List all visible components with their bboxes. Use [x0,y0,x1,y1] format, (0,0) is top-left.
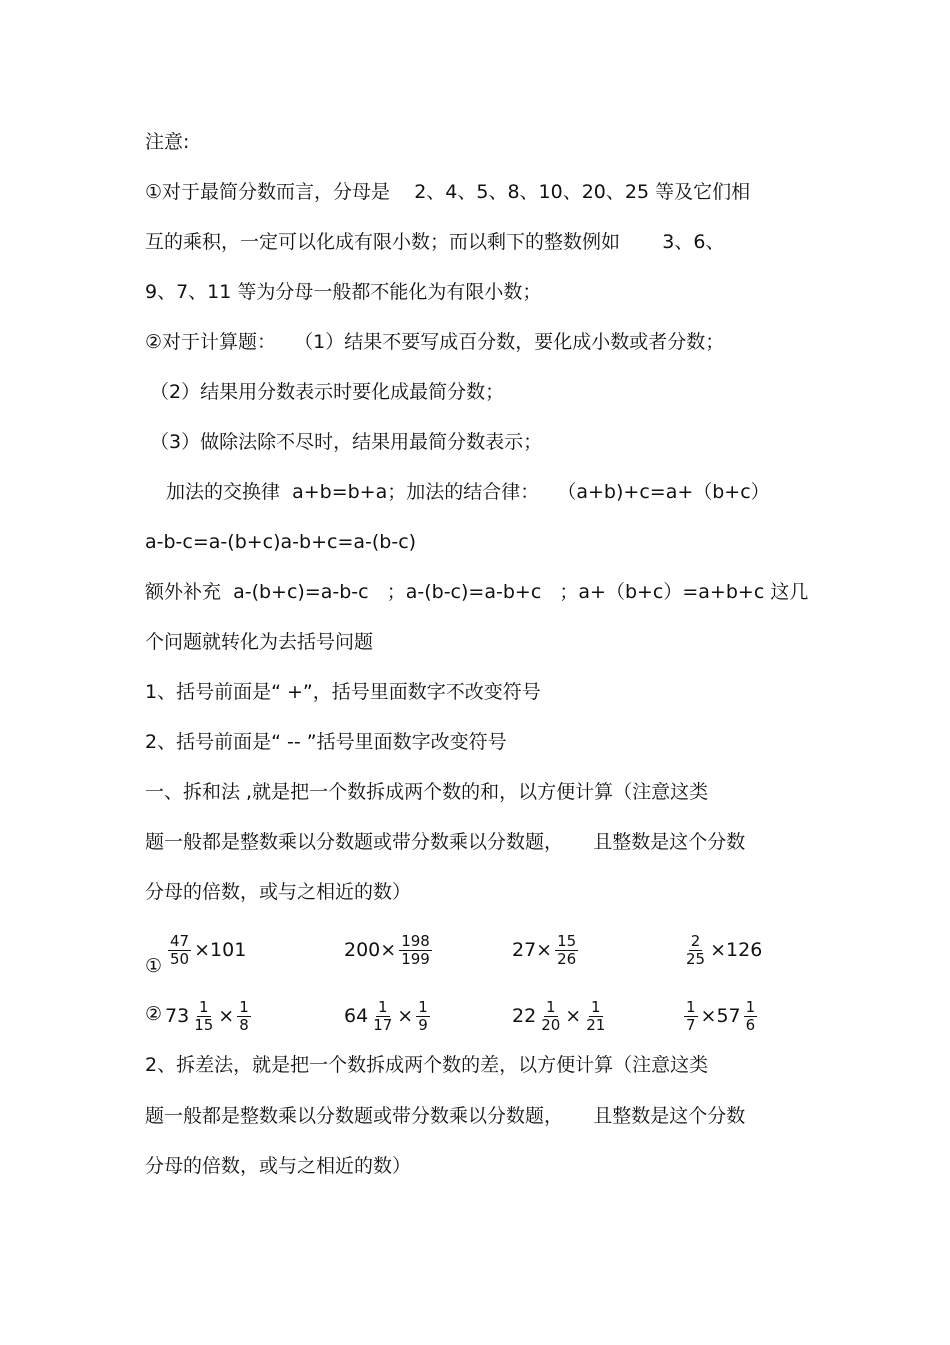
fraction: $\frac{15}{26}$ [557,931,577,968]
exercise-1d: $\frac{2}{25}$ ×126 [686,931,763,968]
fraction: $\frac{1}{6}$ [745,997,756,1034]
addition-laws: 加法的交换律 a+b=b+a；加法的结合律： （a+b)+c=a+（b+c） [166,481,770,503]
note-2-line-1: ②对于计算题： （1）结果不要写成百分数，要化成小数或者分数； [145,331,725,353]
fraction: $\frac{198}{199}$ [401,931,430,968]
exercise-1c: 27× $\frac{15}{26}$ [512,931,577,968]
fraction: $\frac{1}{15}$ [194,997,214,1034]
subtraction-rules: a-b-c=a-(b+c)a-b+c=a-(b-c) [145,531,417,553]
note-1-line-3: 9、7、11 等为分母一般都不能化为有限小数； [145,281,542,303]
split-diff-line-1: 2、拆差法，就是把一个数拆成两个数的差，以方便计算（注意这类 [145,1054,709,1076]
exercise-row-1 [145,925,805,975]
fraction: $\frac{2}{25}$ [686,931,706,968]
exercise-2c: 22 $\frac{1}{20}$ × $\frac{1}{21}$ [512,997,606,1034]
bracket-rule-2: 2、括号前面是“ -- ”括号里面数字改变符号 [145,731,507,753]
row-1-marker: ① [145,955,163,977]
split-diff-line-2: 题一般都是整数乘以分数题或带分数乘以分数题， 且整数是这个分数 [145,1105,746,1127]
exercise-1b: 200× $\frac{198}{199}$ [344,931,430,968]
exercise-2d: $\frac{1}{7}$ ×57 $\frac{1}{6}$ [686,997,756,1034]
note-heading: 注意: [145,131,190,153]
exercise-2b: 64 $\frac{1}{17}$ × $\frac{1}{9}$ [344,997,428,1034]
row-2-marker: ② [145,1003,163,1025]
exercise-row-2 [145,991,805,1041]
exercise-1a: $\frac{47}{50}$ ×101 [170,931,247,968]
fraction: $\frac{1}{7}$ [686,997,696,1034]
note-1-line-1: ①对于最简分数而言，分母是 2、4、5、8、10、20、25 等及它们相 [145,181,751,203]
split-sum-line-1: 一、拆和法 ,就是把一个数拆成两个数的和，以方便计算（注意这类 [145,781,709,803]
fraction: $\frac{1}{9}$ [418,997,428,1034]
split-sum-line-2: 题一般都是整数乘以分数题或带分数乘以分数题， 且整数是这个分数 [145,831,746,853]
fraction: $\frac{47}{50}$ [170,931,190,968]
extra-rules-line-2: 个问题就转化为去括号问题 [145,631,374,653]
split-sum-line-3: 分母的倍数，或与之相近的数） [145,881,412,903]
split-diff-line-3: 分母的倍数，或与之相近的数） [145,1155,412,1177]
fraction: $\frac{1}{21}$ [586,997,606,1034]
fraction: $\frac{1}{20}$ [541,997,561,1034]
extra-rules-line-1: 额外补充 a-(b+c)=a-b-c ；a-(b-c)=a-b+c ；a+（b+c）=a+b+c 这几 [145,581,809,603]
fraction: $\frac{1}{8}$ [239,997,249,1034]
exercise-2a: 73 $\frac{1}{15}$ × $\frac{1}{8}$ [165,997,249,1034]
note-2-line-2: （2）结果用分数表示时要化成最简分数； [150,381,505,403]
fraction: $\frac{1}{17}$ [373,997,393,1034]
bracket-rule-1: 1、括号前面是“ +”，括号里面数字不改变符号 [145,681,541,703]
note-2-line-3: （3）做除法除不尽时，结果用最简分数表示； [150,431,543,453]
note-1-line-2: 互的乘积，一定可以化成有限小数；而以剩下的整数例如 3、6、 [145,231,725,253]
